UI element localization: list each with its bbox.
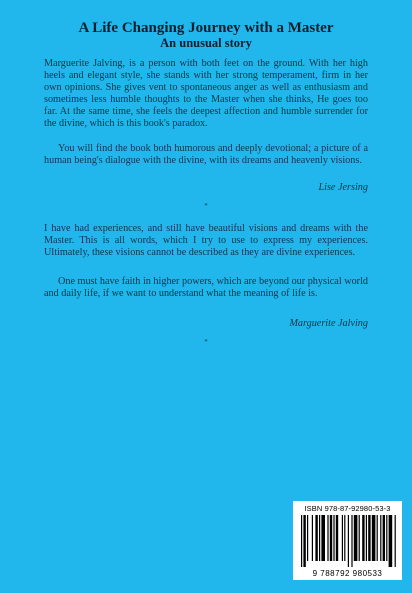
- barcode-bar: [330, 515, 332, 561]
- barcode-bar: [336, 515, 338, 561]
- barcode-number: 9 788792 980533: [312, 569, 383, 578]
- barcode-bar: [389, 515, 393, 567]
- barcode-bar: [327, 515, 328, 561]
- barcode-bar: [315, 515, 317, 561]
- signature-marguerite-jalving: Marguerite Jalving: [289, 318, 368, 329]
- blurb-paragraph-2: You will find the book both humorous and deeply devotional; a picture of a human being's dialogue with the divine, with its dreams and heavenly visions.: [44, 143, 368, 167]
- barcode-bar: [368, 515, 370, 561]
- quote-paragraph-1: I have had experiences, and still have beautiful visions and dreams with the Master. This is all words, which I try to use to express my experiences. Ultimately, these visions cannot be described as they are divine experiences.: [44, 223, 368, 259]
- barcode-bar: [348, 515, 349, 567]
- separator-star-2: *: [204, 338, 208, 346]
- isbn-barcode: [293, 501, 402, 580]
- barcode-bar: [383, 515, 385, 561]
- barcode-bar: [359, 515, 360, 561]
- barcode-bar: [333, 515, 334, 561]
- book-title: A Life Changing Journey with a Master: [78, 20, 334, 36]
- signature-lise-jersing: Lise Jersing: [318, 182, 368, 193]
- barcode-bar: [321, 515, 325, 561]
- barcode-bar: [303, 515, 305, 567]
- barcode-bar: [380, 515, 381, 561]
- separator-star-1: *: [204, 202, 208, 210]
- barcode-bar: [366, 515, 367, 561]
- barcode-bar: [395, 515, 396, 567]
- barcode-bar: [301, 515, 302, 567]
- barcode-bars: [301, 515, 397, 567]
- barcode-bar: [354, 515, 358, 561]
- barcode-bar: [344, 515, 345, 561]
- barcode-bar: [372, 515, 376, 561]
- barcode-bar: [342, 515, 343, 561]
- blurb-paragraph-1: Marguerite Jalving, is a person with both feet on the ground. With her high heels and elegant style, she stands with her strong temperament, firm in her own opinions. She gives vent to spontaneous anger as well as enthusiasm and sometimes less humble thoughts to the Master when she thinks, He goes too far. At the same time, she feels the deepest affection and humble surrender for the divine, which is this book's paradox.: [44, 58, 368, 130]
- book-subtitle: An unusual story: [160, 36, 252, 50]
- quote-paragraph-2: One must have faith in higher powers, which are beyond our physical world and daily life, if we want to understand what the meaning of life is.: [44, 276, 368, 300]
- barcode-bar: [377, 515, 378, 561]
- barcode-bar: [351, 515, 352, 567]
- barcode-bar: [319, 515, 320, 561]
- isbn-label: ISBN 978-87-92980-53-3: [304, 504, 391, 513]
- barcode-bar: [312, 515, 313, 561]
- barcode-bar: [386, 515, 387, 561]
- barcode-bar: [362, 515, 364, 561]
- barcode-bar: [307, 515, 308, 561]
